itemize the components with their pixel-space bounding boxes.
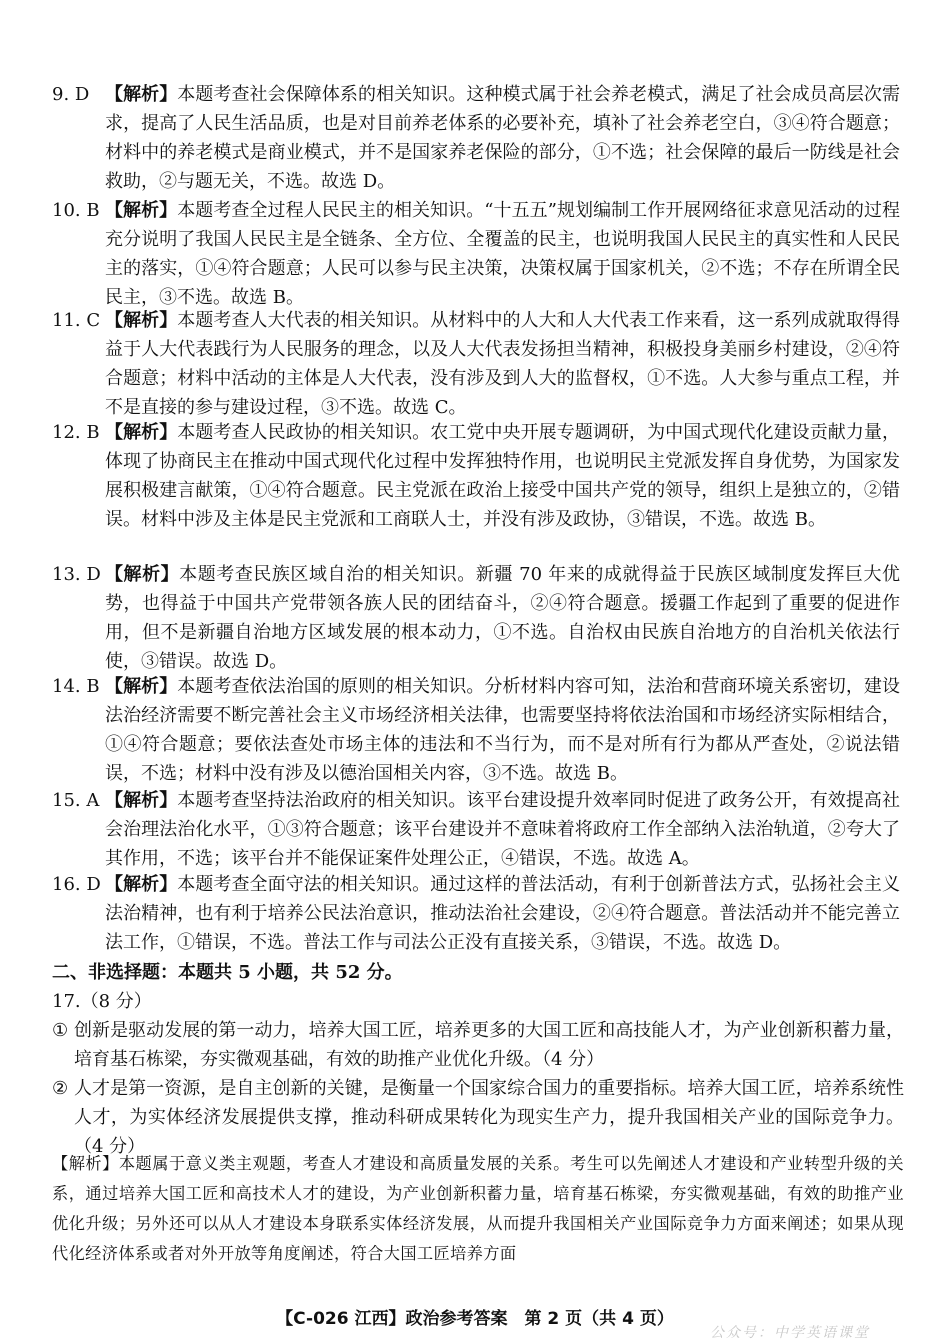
question-explanation bbox=[105, 196, 900, 312]
question-explanation bbox=[105, 80, 900, 196]
analysis-tag: 【解析】 bbox=[105, 84, 178, 105]
question-explanation bbox=[105, 306, 900, 422]
watermark: 公众号：中学英语课堂 bbox=[710, 1325, 870, 1341]
question-number: 9. D bbox=[52, 84, 90, 105]
question-17-heading: 17.（8 分） bbox=[52, 991, 152, 1012]
analysis-text: 本题属于意义类主观题，考查人才建设和高质量发展的关系。考生可以先阐述人才建设和产业转型升级的关系，通过培养大国工匠和高技术人才的建设，为产业创新积蓄力量，培育基石栋梁，夯实微观基础，有效的助推产业优化升级；另外还可以从人才建设本身联系实体经济发展，从而提升我国相关产业国际竞争力方面来阐述；如果从现代化经济体系或者对外开放等角度阐述，符合大国工匠培养方面 bbox=[52, 1154, 905, 1263]
question-number: 11. C bbox=[52, 310, 101, 331]
analysis-tag: 【解析】 bbox=[105, 676, 178, 697]
explanation-text: 本题考查民族区域自治的相关知识。新疆 70 年来的成就得益于民族区域制度发挥巨大优势，也得益于中国共产党带领各族人民的团结奋斗，②④符合题意。援疆工作起到了重要的促进作用，但不是新疆自治地方区域发展的根本动力，①不选。自治权由民族自治地方的自治机关依法行使，③错误。故选 D。 bbox=[105, 564, 901, 672]
point-marker: ② bbox=[52, 1078, 69, 1099]
q17-point-2 bbox=[52, 1074, 904, 1161]
question-number: 14. B bbox=[52, 676, 100, 697]
section-title: 二、非选择题：本题共 5 小题，共 52 分。 bbox=[52, 962, 403, 983]
page-footer: 【C-026 江西】政治参考答案 第 2 页（共 4 页） bbox=[276, 1309, 674, 1329]
question-11 bbox=[52, 306, 900, 422]
question-12 bbox=[52, 418, 900, 534]
analysis-tag: 【解析】 bbox=[105, 790, 178, 811]
explanation-text: 本题考查全过程人民民主的相关知识。“十五五”规划编制工作开展网络征求意见活动的过程充分说明了我国人民民主是全链条、全方位、全覆盖的民主，也说明我国人民民主的真实性和人民民主的落实，①④符合题意；人民可以参与民主决策，决策权属于国家机关，②不选；不存在所谓全民民主，③不选。故选 B。 bbox=[105, 200, 901, 308]
explanation-text: 本题考查人民政协的相关知识。农工党中央开展专题调研，为中国式现代化建设贡献力量，体现了协商民主在推动中国式现代化过程中发挥独特作用，也说明民主党派发挥自身优势，为国家发展积极建言献策，①④符合题意。民主党派在政治上接受中国共产党的领导，组织上是独立的，②错误。材料中涉及主体是民主党派和工商联人士，并没有涉及政协，③错误，不选。故选 B。 bbox=[105, 422, 900, 530]
question-16 bbox=[52, 870, 900, 957]
question-15 bbox=[52, 786, 900, 873]
question-number: 16. D bbox=[52, 874, 101, 895]
analysis-tag: 【解析】 bbox=[105, 564, 180, 585]
explanation-text: 本题考查依法治国的原则的相关知识。分析材料内容可知，法治和营商环境关系密切，建设法治经济需要不断完善社会主义市场经济相关法律，也需要坚持将依法治国和市场经济实际相结合，①④符合题意；要依法查处市场主体的违法和不当行为，而不是对所有行为都从严查处，②说法错误，不选；材料中没有涉及以德治国相关内容，③不选。故选 B。 bbox=[105, 676, 900, 784]
q17-point-1 bbox=[52, 1016, 904, 1074]
question-10 bbox=[52, 196, 900, 312]
analysis-tag: 【解析】 bbox=[105, 422, 178, 443]
analysis-tag: 【解析】 bbox=[105, 200, 178, 221]
question-number: 10. B bbox=[52, 200, 100, 221]
analysis-tag: 【解析】 bbox=[105, 310, 178, 331]
q17-analysis bbox=[52, 1149, 904, 1269]
question-explanation bbox=[105, 418, 900, 534]
point-text: 创新是驱动发展的第一动力，培养大国工匠，培养更多的大国工匠和高技能人才，为产业创新积蓄力量，培育基石栋梁，夯实微观基础，有效的助推产业优化升级。（4 分） bbox=[74, 1020, 904, 1070]
question-explanation bbox=[105, 786, 900, 873]
question-9 bbox=[52, 80, 900, 196]
question-explanation bbox=[105, 560, 900, 676]
explanation-text: 本题考查坚持法治政府的相关知识。该平台建设提升效率同时促进了政务公开，有效提高社会治理法治化水平，①③符合题意；该平台建设并不意味着将政府工作全部纳入法治轨道，②夸大了其作用，不选；该平台并不能保证案件处理公正，④错误，不选。故选 A。 bbox=[105, 790, 900, 869]
question-number: 13. D bbox=[52, 564, 101, 585]
question-number: 12. B bbox=[52, 422, 100, 443]
point-text: 人才是第一资源，是自主创新的关键，是衡量一个国家综合国力的重要指标。培养大国工匠，培养系统性人才，为实体经济发展提供支撑，推动科研成果转化为现实生产力，提升我国相关产业的国际竞争力。（4 分） bbox=[74, 1078, 904, 1157]
question-14 bbox=[52, 672, 900, 788]
question-explanation bbox=[105, 672, 900, 788]
point-marker: ① bbox=[52, 1020, 69, 1041]
question-number: 15. A bbox=[52, 790, 100, 811]
question-13 bbox=[52, 560, 900, 676]
explanation-text: 本题考查全面守法的相关知识。通过这样的普法活动，有利于创新普法方式，弘扬社会主义法治精神，也有利于培养公民法治意识，推动法治社会建设，②④符合题意。普法活动并不能完善立法工作，①错误，不选。普法工作与司法公正没有直接关系，③错误，不选。故选 D。 bbox=[105, 874, 900, 953]
question-explanation bbox=[105, 870, 900, 957]
explanation-text: 本题考查人大代表的相关知识。从材料中的人大和人大代表工作来看，这一系列成就取得得益于人大代表践行为人民服务的理念，以及人大代表发扬担当精神，积极投身美丽乡村建设，②④符合题意；材料中活动的主体是人大代表，没有涉及到人大的监督权，①不选。人大参与重点工程，并不是直接的参与建设过程，③不选。故选 C。 bbox=[105, 310, 900, 418]
explanation-text: 本题考查社会保障体系的相关知识。这种模式属于社会养老模式，满足了社会成员高层次需求，提高了人民生活品质，也是对目前养老体系的必要补充，填补了社会养老空白，③④符合题意；材料中的养老模式是商业模式，并不是国家养老保险的部分，①不选；社会保障的最后一防线是社会救助，②与题无关，不选。故选 D。 bbox=[105, 84, 900, 192]
analysis-tag: 【解析】 bbox=[105, 874, 178, 895]
analysis-tag: 【解析】 bbox=[52, 1154, 119, 1173]
